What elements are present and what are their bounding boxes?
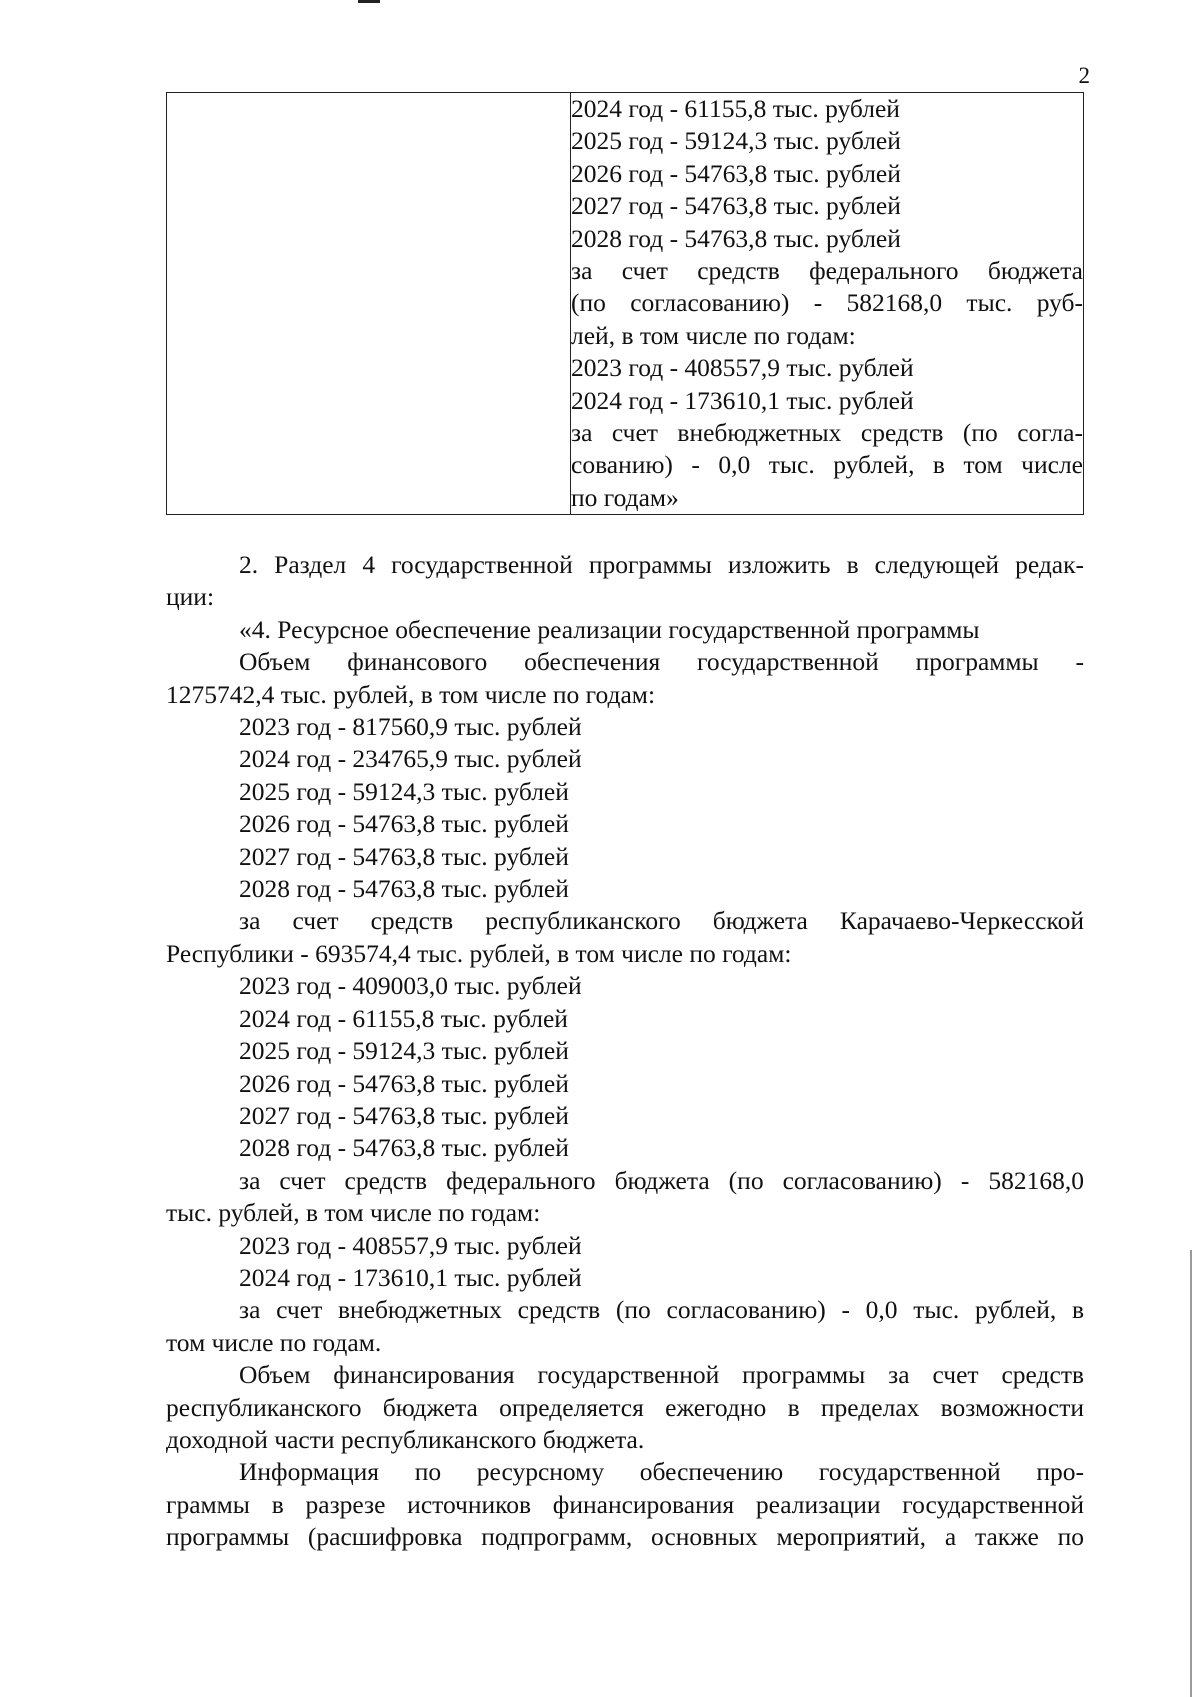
cell-text-line: 2026 год - 54763,8 тыс. рублей — [571, 158, 901, 188]
table-cell-empty — [167, 93, 571, 515]
text-line: за счет внебюджетных средств (по согласованию) - 0,0 тыс. рублей, в — [239, 1295, 1084, 1325]
text-line: 2023 год - 409003,0 тыс. рублей — [239, 971, 582, 1001]
text-line: 2027 год - 54763,8 тыс. рублей — [239, 1100, 569, 1130]
text-line: том числе по годам. — [166, 1327, 382, 1357]
funding-lines — [571, 93, 1083, 514]
cell-text-line: по годам» — [571, 482, 679, 512]
text-line: программы (расшифровка подпрограмм, основных мероприятий, а также по — [166, 1522, 1084, 1552]
cell-text-line: 2028 год - 54763,8 тыс. рублей — [571, 223, 901, 253]
text-line: 1275742,4 тыс. рублей, в том числе по годам: — [166, 679, 656, 709]
text-line: 2. Раздел 4 государственной программы изложить в следующей редак- — [239, 550, 1084, 579]
text-line: 2024 год - 61155,8 тыс. рублей — [239, 1003, 568, 1033]
text-line: Республики - 693574,4 тыс. рублей, в том числе по годам: — [166, 938, 792, 968]
text-line: 2026 год - 54763,8 тыс. рублей — [239, 809, 569, 839]
text-line: 2027 год - 54763,8 тыс. рублей — [239, 841, 569, 871]
section-text — [166, 549, 1084, 1554]
text-line: 2026 год - 54763,8 тыс. рублей — [239, 1068, 569, 1098]
text-line: республиканского бюджета определяется ежегодно в пределах возможности — [166, 1392, 1084, 1422]
cell-text-line: 2024 год - 173610,1 тыс. рублей — [571, 385, 914, 415]
text-line: 2024 год - 234765,9 тыс. рублей — [239, 744, 582, 774]
text-line: Объем финансирования государственной программы за счет средств — [239, 1360, 1084, 1390]
cell-text-line: лей, в том числе по годам: — [571, 320, 856, 350]
cell-text-line: 2025 год - 59124,3 тыс. рублей — [571, 126, 901, 156]
text-line: Информация по ресурсному обеспечению государственной про- — [239, 1457, 1084, 1487]
text-line: 2024 год - 173610,1 тыс. рублей — [239, 1262, 582, 1292]
text-line: доходной части республиканского бюджета. — [166, 1424, 645, 1454]
cell-text-line: за счет средств федерального бюджета — [571, 256, 1083, 286]
text-line: 2023 год - 817560,9 тыс. рублей — [239, 712, 582, 742]
passport-table — [166, 92, 1084, 515]
cell-text-line: 2027 год - 54763,8 тыс. рублей — [571, 191, 901, 221]
text-line: 2025 год - 59124,3 тыс. рублей — [239, 1036, 569, 1066]
cell-text-line: 2024 год - 61155,8 тыс. рублей — [571, 94, 900, 123]
cell-text-line: 2023 год - 408557,9 тыс. рублей — [571, 353, 914, 383]
page-number: 2 — [1078, 63, 1090, 88]
text-line: граммы в разрезе источников финансирования реализации государственной — [166, 1489, 1084, 1519]
text-line: «4. Ресурсное обеспечение реализации государственной программы — [239, 614, 980, 644]
text-line: 2028 год - 54763,8 тыс. рублей — [239, 1133, 569, 1163]
text-line: за счет средств республиканского бюджета Карачаево-Черкесской — [239, 906, 1084, 936]
text-line: 2025 год - 59124,3 тыс. рублей — [239, 776, 569, 806]
text-line: ции: — [166, 582, 215, 612]
text-line: за счет средств федерального бюджета (по согласованию) - 582168,0 — [239, 1165, 1084, 1195]
cell-text-line: (по согласованию) - 582168,0 тыс. руб- — [571, 288, 1083, 318]
table-row — [167, 93, 1084, 515]
scan-edge-line — [1190, 1250, 1192, 1697]
cell-text-line: сованию) - 0,0 тыс. рублей, в том числе — [571, 450, 1083, 480]
cell-text-line: за счет внебюджетных средств (по согла- — [571, 418, 1083, 448]
text-line: тыс. рублей, в том числе по годам: — [166, 1198, 541, 1228]
text-line: 2028 год - 54763,8 тыс. рублей — [239, 874, 569, 904]
text-line: 2023 год - 408557,9 тыс. рублей — [239, 1230, 582, 1260]
text-line: Объем финансового обеспечения государственной программы - — [239, 647, 1084, 677]
scan-mark — [358, 0, 380, 3]
table-cell-funding — [571, 93, 1084, 515]
